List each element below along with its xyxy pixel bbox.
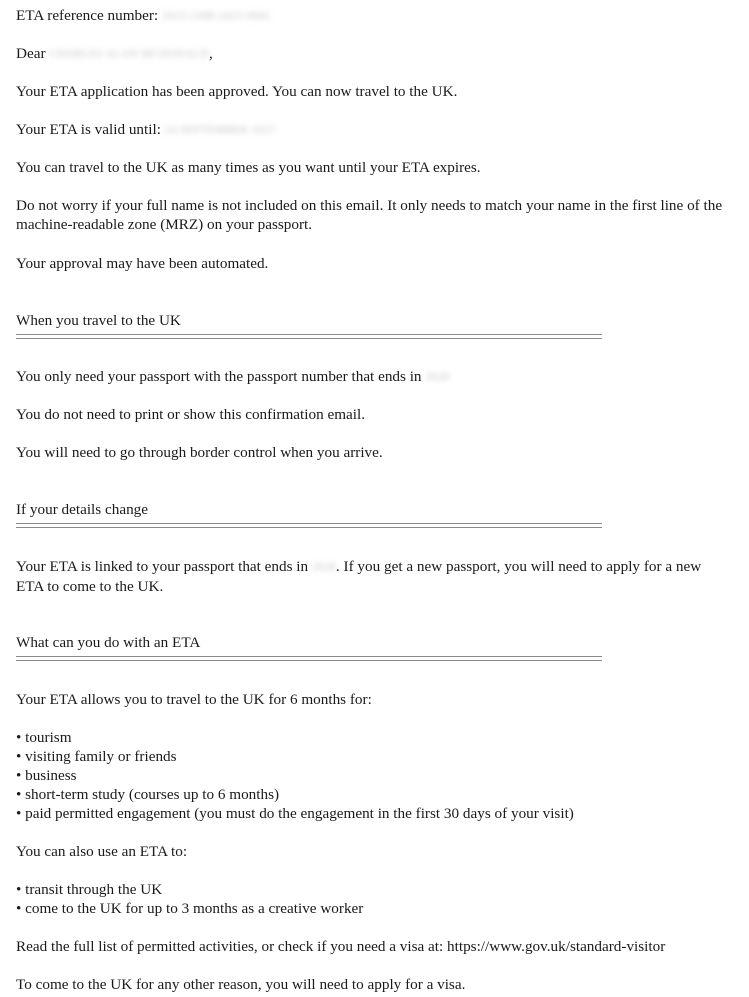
linked-suffix: . If you get a new passport, you will need to apply for a new ETA to come to the UK. — [16, 558, 702, 595]
reference-line — [16, 6, 270, 26]
heading-underline — [16, 523, 602, 528]
greeting — [16, 44, 213, 64]
list-item-engagement: • paid permitted engagement (you must do the engagement in the first 30 days of your visit) — [16, 805, 574, 822]
standard-visitor-link[interactable]: https://www.gov.uk/standard-visitor — [447, 938, 666, 955]
approved-text: Your ETA application has been approved. You can now travel to the UK. — [16, 83, 458, 100]
greeting-prefix: Dear — [16, 45, 46, 62]
list-item-study: • short-term study (courses up to 6 months) — [16, 786, 280, 803]
list-item-business: • business — [16, 767, 77, 784]
no-print-text: You do not need to print or show this confirmation email. — [16, 406, 365, 423]
passport-number-redacted: 2628 — [425, 371, 450, 383]
valid-until-redacted: 24 SEPTEMBER 2027 — [164, 124, 276, 136]
other-reason-text: To come to the UK for any other reason, you will need to apply for a visa. — [16, 976, 466, 993]
reference-value-redacted: 2023-2388-2423-9065 — [161, 10, 271, 22]
list-item-transit: • transit through the UK — [16, 881, 163, 898]
valid-until-line — [16, 120, 275, 140]
read-prefix: Read the full list of permitted activities, or check if you need a visa at: — [16, 938, 444, 955]
automated-text: Your approval may have been automated. — [16, 255, 269, 272]
linked-passport-redacted: 2628 — [311, 561, 336, 573]
reference-label: ETA reference number: — [16, 7, 159, 24]
heading-what-can-you-do: What can you do with an ETA — [16, 634, 201, 651]
list-item-tourism: • tourism — [16, 729, 72, 746]
passport-line — [16, 367, 449, 387]
allows-text: Your ETA allows you to travel to the UK for 6 months for: — [16, 691, 372, 708]
list-item-creative-worker: • come to the UK for up to 3 months as a creative worker — [16, 900, 364, 917]
heading-details-change: If your details change — [16, 501, 148, 518]
border-control-text: You will need to go through border control when you arrive. — [16, 444, 383, 461]
passport-prefix: You only need your passport with the passport number that ends in — [16, 368, 422, 385]
linked-passport-text — [16, 557, 728, 596]
list-item-visiting: • visiting family or friends — [16, 748, 177, 765]
greeting-suffix: , — [208, 45, 213, 62]
linked-prefix: Your ETA is linked to your passport that ends in — [16, 558, 309, 575]
travel-times-text: You can travel to the UK as many times as you want until your ETA expires. — [16, 159, 481, 176]
heading-underline — [16, 334, 602, 339]
recipient-name-redacted: CHARLES ALAN MCDONALD — [49, 48, 209, 60]
heading-underline — [16, 656, 602, 661]
also-text: You can also use an ETA to: — [16, 843, 188, 860]
heading-when-you-travel: When you travel to the UK — [16, 312, 181, 329]
valid-until-label: Your ETA is valid until: — [16, 121, 161, 138]
name-note-text: Do not worry if your full name is not included on this email. It only needs to match your name in the first line of the machine-readable zone (MRZ) on your passport. — [16, 197, 723, 233]
read-full-list-line — [16, 937, 665, 956]
